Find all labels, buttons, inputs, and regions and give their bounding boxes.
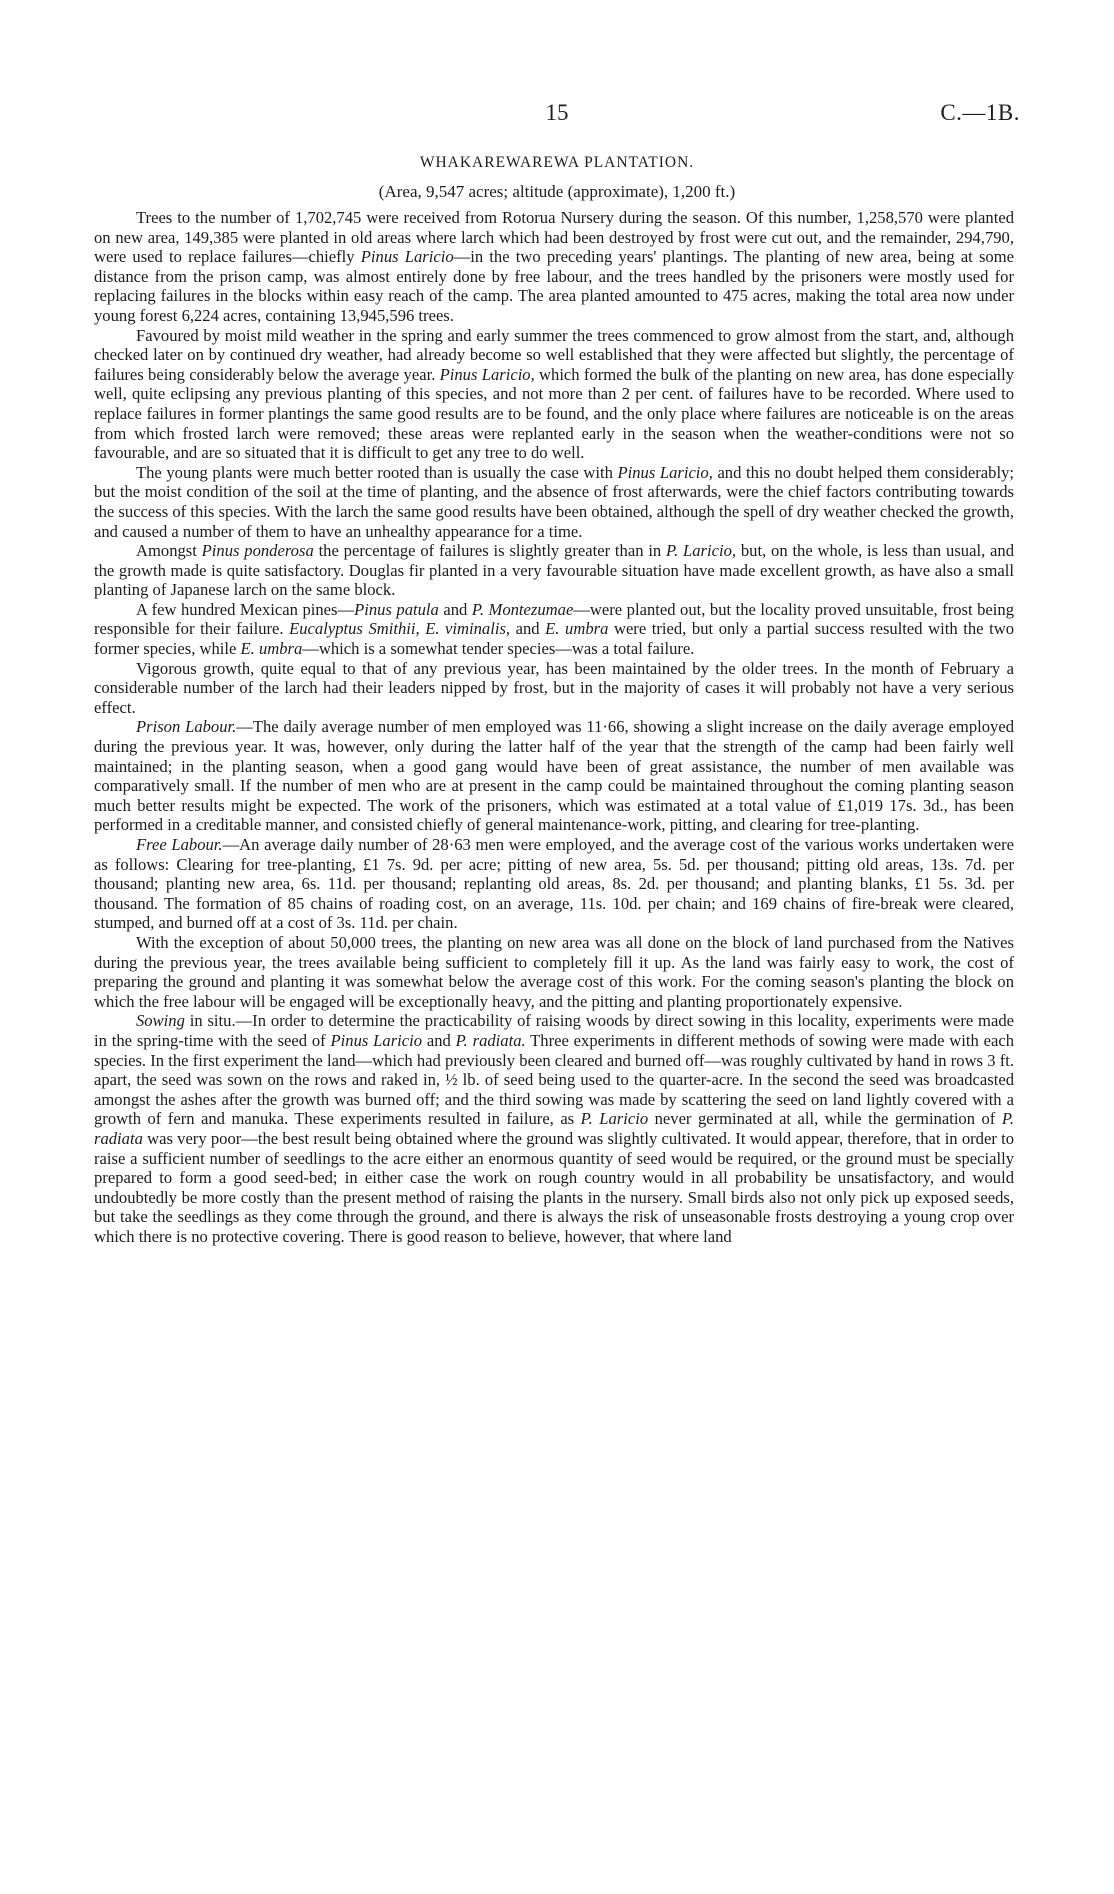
text-run: —The daily average number of men employed was 11·66, showing a slight increase on the daily average employed during the previous year. It was, however, only during the latter half of the year that the strength of the camp had been fairly well maintained; in the planting season, when a good gang would have been of great assistance, the number of men available was comparatively small. If the number of men who are at present in the camp could be maintained throughout the coming planting season much better results might be expected. The work of the prisoners, which was estimated at a total value of £1,019 17s. 3d., has been performed in a creditable manner, and consisted chiefly of general maintenance-work, pitting, and clearing for tree-planting.: [94, 717, 1015, 835]
text-run: were tried, but only a partial success resulted with the two former species, while: [94, 619, 1014, 659]
page-number: 15: [545, 100, 569, 125]
text-run: was very poor—the best result being obtained where the ground was slightly cultivated. It would appear, therefore, that in order to raise a sufficient number of seedlings to the acre either an enormous quantity of seed would be required, or the ground must be specially prepared to form a good seed-bed; in either case the work on rough country would in all probability be unsatisfactory, and would undoubtedly be more costly than the present method of raising the plants in the nursery. Small birds also not only pick up exposed seeds, but take the seedlings as they come through the ground, and there is always the risk of unseasonable frosts destroying a young crop over which there is no protective covering. There is good reason to believe, however, that where land: [94, 1128, 1014, 1246]
body-text: [94, 208, 1014, 1246]
paragraph: [94, 600, 1014, 659]
species-name: P. radiata: [94, 1109, 1014, 1148]
species-name: P. radiata.: [455, 1030, 526, 1050]
text-run: and: [422, 1030, 456, 1050]
document-code: C.—1B.: [940, 100, 1020, 125]
species-name: P. Laricio,: [666, 541, 737, 561]
species-name: Pinus ponderosa: [201, 541, 314, 561]
text-run: Amongst: [136, 541, 202, 561]
section-heading-inline: Prison Labour.: [136, 717, 237, 737]
paragraph: [94, 659, 1014, 718]
species-name: Pinus Laricio,: [439, 364, 535, 384]
text-run: With the exception of about 50,000 trees, the planting on new area was all done on the block of land purchased from the Natives during the previous year, the trees available being sufficient to completely fill it up. As the land was fairly easy to work, the cost of preparing the ground and planting it was somewhat below the average cost of this work. For the coming season's planting the block on which the free labour will be engaged will be exceptionally heavy, and the pitting and planting proportionately expensive.: [94, 932, 1014, 1011]
species-name: E. umbra: [545, 619, 609, 639]
paragraph: [94, 208, 1014, 326]
section-subtitle: (Area, 9,547 acres; altitude (approximate), 1,200 ft.): [378, 182, 736, 201]
text-run: A few hundred Mexican pines—: [136, 599, 355, 619]
text-run: —were planted out, but the locality proved unsuitable, frost being responsible for their failure.: [94, 599, 1014, 639]
species-name: Eucalyptus Smithii, E. viminalis,: [289, 619, 511, 639]
section-heading-inline: Sowing: [136, 1011, 185, 1031]
paragraph: [94, 1011, 1014, 1246]
text-run: never germinated at all, while the germination of: [648, 1109, 1002, 1129]
species-name: P. Laricio: [580, 1109, 649, 1129]
species-name: Pinus Laricio: [360, 247, 454, 267]
species-name: Pinus Laricio: [330, 1030, 423, 1050]
text-run: in situ.—In order to determine the practicability of raising woods by direct sowing in this locality, experiments were made in the spring-time with the seed of: [94, 1011, 1014, 1050]
text-run: which formed the bulk of the planting on new area, has done especially well, quite eclipsing any previous planting of this species, and not more than 2 per cent. of failures have to be recorded. Where used to replace failures in former plantings the same good results are to be found, and the only place where failures are noticeable is on the areas from which frosted larch were removed; these areas were replanted early in the season when the weather-conditions were not so favourable, and are so situated that it is difficult to get any tree to do well.: [94, 364, 1014, 463]
text-run: and this no doubt helped them considerably; but the moist condition of the soil at the time of planting, and the absence of frost afterwards, were the chief factors contributing towards the success of this species. With the larch the same good results have been obtained, although the spell of dry weather checked the growth, and caused a number of them to have an unhealthy appearance for a time.: [94, 462, 1014, 541]
text-run: —in the two preceding years' plantings. The planting of new area, being at some distance from the prison camp, was almost entirely done by free labour, and the trees handled by the prisoners were mostly used for replacing failures in the blocks within easy reach of the camp. The area planted amounted to 475 acres, making the total area now under young forest 6,224 acres, containing 13,945,596 trees.: [94, 247, 1014, 325]
text-run: —An average daily number of 28·63 men were employed, and the average cost of the various works undertaken were as follows: Clearing for tree-planting, £1 7s. 9d. per acre; pitting of new area, 5s. 5d. per thousand; pitting old areas, 13s. 7d. per thousand; planting new area, 6s. 11d. per thousand; replanting old areas, 8s. 2d. per thousand; and planting blanks, £1 5s. 3d. per thousand. The formation of 85 chains of roading cost, on an average, 11s. 10d. per chain; and 169 chains of fire-break were cleared, stumped, and burned off at a cost of 3s. 11d. per chain.: [94, 835, 1014, 933]
text-run: Three experiments in different methods of sowing were made with each species. In the first experiment the land—which had previously been cleared and burned off—was roughly cultivated by hand in rows 3 ft. apart, the seed was sown on the rows and raked in, ½ lb. of seed being used to the quarter-acre. In the second the seed was broadcasted amongst the ashes after the growth was burned off; and the third sowing was made by scattering the seed on land lightly covered with a growth of fern and manuka. These experiments resulted in failure, as: [94, 1030, 1014, 1129]
text-run: and: [510, 619, 546, 639]
paragraph: [94, 326, 1014, 463]
paragraph: [94, 463, 1014, 541]
paragraph: [94, 835, 1014, 933]
text-run: Favoured by moist mild weather in the spring and early summer the trees commenced to grow almost from the start, and, although checked later on by continued dry weather, had already become so well established that they were affected but slightly, the percentage of failures being considerably below the average year.: [94, 325, 1014, 384]
species-name: E. umbra: [240, 639, 303, 659]
section-heading-inline: Free Labour.: [136, 835, 223, 854]
text-run: The young plants were much better rooted than is usually the case with: [136, 462, 618, 482]
text-run: Trees to the number of 1,702,745 were received from Rotorua Nursery during the season. Of this number, 1,258,570 were planted on new area, 149,385 were planted in old areas where larch which had been destroyed by frost were cut out, and the remainder, 294,790, were used to replace failures—chiefly: [94, 208, 1014, 267]
species-name: P. Montezumae: [471, 599, 574, 619]
species-name: Pinus Laricio,: [617, 462, 713, 482]
species-name: Pinus patula: [354, 599, 439, 619]
text-run: Vigorous growth, quite equal to that of any previous year, has been maintained by the older trees. In the month of February a considerable number of the larch had their leaders nipped by frost, but in the majority of cases it will probably not have a very serious effect.: [94, 658, 1014, 717]
text-run: —which is a somewhat tender species—was a total failure.: [302, 639, 695, 659]
paragraph: [94, 717, 1014, 835]
section-title: WHAKAREWAREWA PLANTATION.: [419, 154, 695, 171]
paragraph: [94, 933, 1014, 1011]
text-run: but, on the whole, is less than usual, and the growth made is quite satisfactory. Douglas fir planted in a very favourable situation have made excellent growth, as have also a small planting of Japanese larch on the same block.: [94, 541, 1014, 600]
paragraph: [94, 541, 1014, 600]
text-run: and: [438, 599, 472, 619]
text-run: the percentage of failures is slightly greater than in: [313, 541, 667, 561]
